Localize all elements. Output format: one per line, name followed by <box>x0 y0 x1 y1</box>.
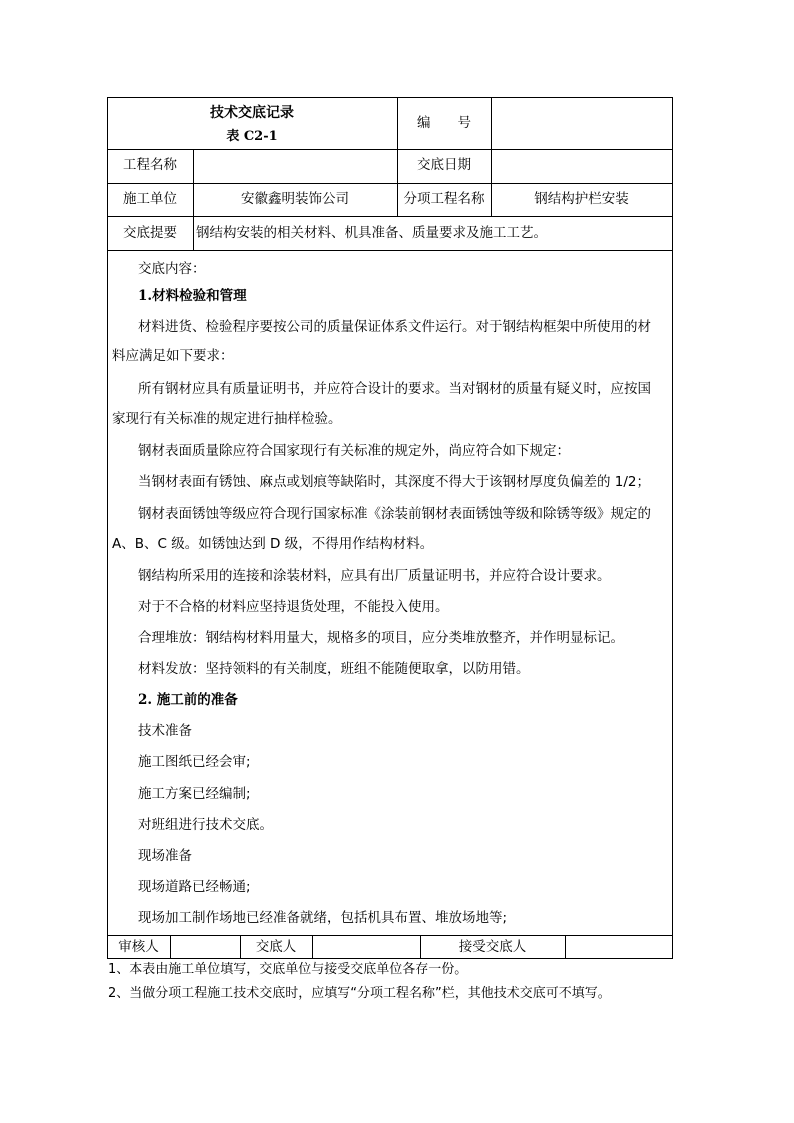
section-heading-2: 2. 施工前的准备 <box>138 692 238 708</box>
content-line: 现场准备 <box>138 848 192 864</box>
content-line: 施工方案已经编制; <box>138 786 251 802</box>
content-line: 所有钢材应具有质量证明书，并应符合设计的要求。当对钢材的质量有疑义时，应按国 <box>138 381 651 397</box>
content-line: 对班组进行技术交底。 <box>138 817 273 833</box>
content-line: 施工图纸已经会审; <box>138 754 251 770</box>
note-1: 1、本表由施工单位填写，交底单位与接受交底单位各存一份。 <box>108 962 468 977</box>
content-line: 当钢材表面有锈蚀、麻点或划痕等缺陷时，其深度不得大于该钢材厚度负偏差的 1/2； <box>138 474 651 490</box>
content-line: 钢材表面质量除应符合国家现行有关标准的规定外，尚应符合如下规定： <box>138 443 570 459</box>
construction-unit-value: 安徽鑫明装饰公司 <box>241 191 349 207</box>
section-heading-1: 1.材料检验和管理 <box>138 288 247 304</box>
form-number: 表 C2-1 <box>226 129 278 144</box>
receiver-label: 接受交底人 <box>458 939 527 955</box>
content-line: 现场道路已经畅通; <box>138 879 251 895</box>
project-name-label: 工程名称 <box>123 157 177 173</box>
content-heading: 交底内容： <box>138 261 206 277</box>
note-2: 2、当做分项工程施工技术交底时，应填写“分项工程名称”栏，其他技术交底可不填写。 <box>108 986 611 1001</box>
content-line: 钢材表面锈蚀等级应符合现行国家标准《涂装前钢材表面锈蚀等级和除锈等级》规定的 <box>138 506 651 522</box>
disclosure-date-label: 交底日期 <box>417 157 471 173</box>
content-line: 合理堆放：钢结构材料用量大，规格多的项目，应分类堆放整齐，并作明显标记。 <box>138 630 624 646</box>
code-label: 编 号 <box>417 115 471 131</box>
content-line: 料应满足如下要求： <box>112 348 234 364</box>
summary-value: 钢结构安装的相关材料、机具准备、质量要求及施工工艺。 <box>196 225 547 241</box>
content-line: 材料发放：坚持领料的有关制度，班组不能随便取拿，以防用错。 <box>138 661 530 677</box>
discloser-label: 交底人 <box>255 939 297 955</box>
summary-label: 交底提要 <box>123 225 177 241</box>
content-line: 钢结构所采用的连接和涂装材料，应具有出厂质量证明书，并应符合设计要求。 <box>138 568 611 584</box>
content-line: A、B、C 级。如锈蚀达到 D 级，不得用作结构材料。 <box>112 536 434 552</box>
content-line: 家现行有关标准的规定进行抽样检验。 <box>112 411 342 427</box>
construction-unit-label: 施工单位 <box>123 191 177 207</box>
content-line: 现场加工制作场地已经准备就绪，包括机具布置、堆放场地等; <box>138 910 508 926</box>
content-line: 材料进货、检验程序要按公司的质量保证体系文件运行。对于钢结构框架中所使用的材 <box>138 319 651 335</box>
sub-project-label: 分项工程名称 <box>403 191 485 207</box>
reviewer-label: 审核人 <box>118 939 159 955</box>
form-title: 技术交底记录 <box>210 105 294 121</box>
content-line: 对于不合格的材料应坚持退货处理，不能投入使用。 <box>138 599 449 615</box>
sub-project-value: 钢结构护栏安装 <box>534 191 629 207</box>
content-line: 技术准备 <box>138 723 192 739</box>
